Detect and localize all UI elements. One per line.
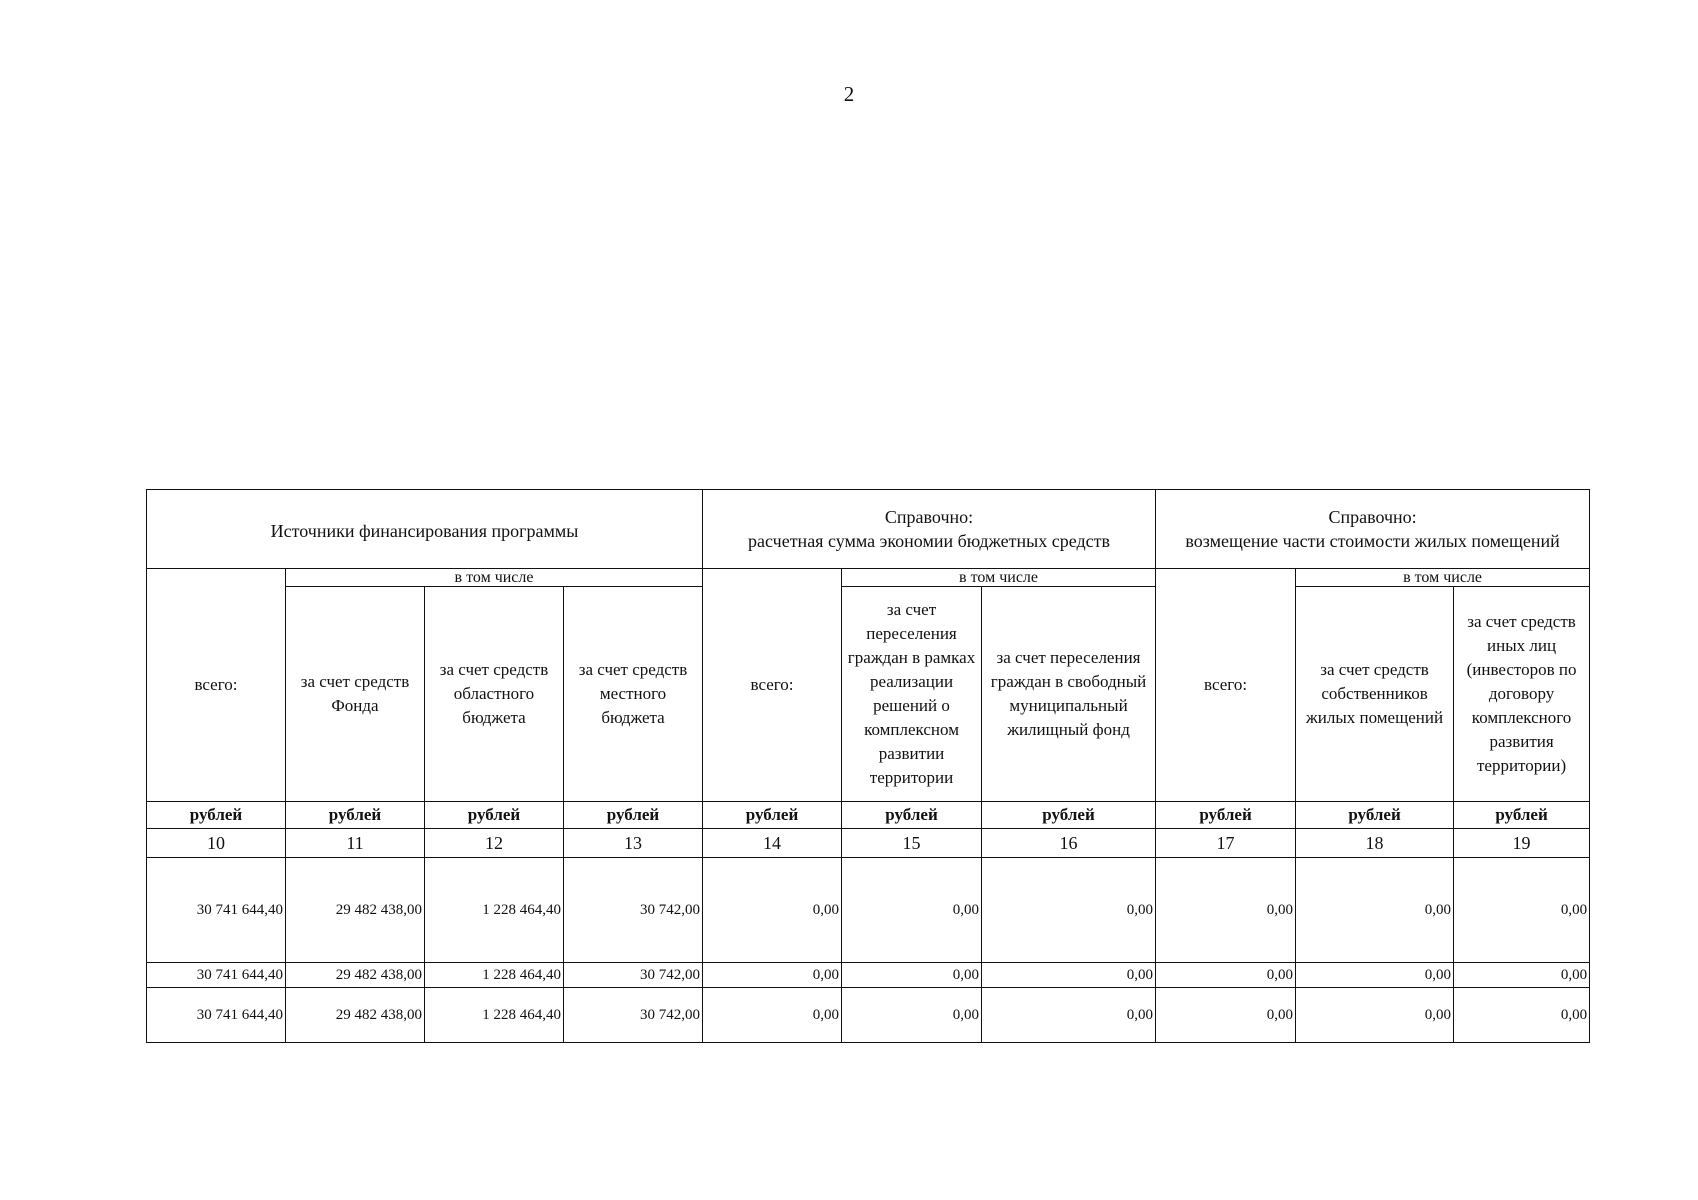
col-11-fund: за счет средств Фонда [286,587,425,802]
table-cell: 1 228 464,40 [425,988,564,1043]
table-cell: 0,00 [842,963,982,988]
table-cell: 0,00 [1296,858,1454,963]
unit-cell: рублей [286,802,425,829]
col-15-integrated-development: за счет переселения граждан в рамках реализации решений о комплексном развитии территории [842,587,982,802]
table-cell: 0,00 [982,963,1156,988]
unit-cell: рублей [1296,802,1454,829]
table-cell: 30 742,00 [564,988,703,1043]
unit-cell: рублей [1454,802,1590,829]
unit-cell: рублей [842,802,982,829]
table-row [147,963,1590,988]
table-cell: 30 741 644,40 [147,858,286,963]
table-cell: 1 228 464,40 [425,963,564,988]
unit-cell: рублей [703,802,842,829]
unit-cell: рублей [147,802,286,829]
table-cell: 30 741 644,40 [147,963,286,988]
table-cell: 0,00 [1296,988,1454,1043]
unit-cell: рублей [1156,802,1296,829]
col-18-owners: за счет средств собственников жилых помещений [1296,587,1454,802]
table-cell: 29 482 438,00 [286,858,425,963]
table-cell: 0,00 [1156,963,1296,988]
table-cell: 30 741 644,40 [147,988,286,1043]
including-label-compensation: в том числе [1296,569,1590,587]
including-label-sources: в том числе [286,569,703,587]
column-number: 13 [564,829,703,858]
col-19-other-persons: за счет средств иных лиц (инвесторов по договору комплексного развития территории) [1454,587,1590,802]
table-cell: 0,00 [842,988,982,1043]
table-cell: 0,00 [1156,858,1296,963]
table-cell: 0,00 [703,988,842,1043]
table-cell: 0,00 [1296,963,1454,988]
col-10-total: всего: [147,569,286,802]
table-cell: 30 742,00 [564,858,703,963]
table-cell: 30 742,00 [564,963,703,988]
column-number: 12 [425,829,564,858]
column-number: 15 [842,829,982,858]
group-header-savings-line2: расчетная сумма экономии бюджетных средств [748,531,1111,551]
group-header-compensation [1156,490,1590,569]
column-number: 11 [286,829,425,858]
table-cell: 0,00 [703,858,842,963]
col-17-total: всего: [1156,569,1296,802]
column-number: 18 [1296,829,1454,858]
group-header-compensation-line2: возмещение части стоимости жилых помещений [1185,531,1560,551]
column-number: 17 [1156,829,1296,858]
table-cell: 0,00 [982,858,1156,963]
table-cell: 0,00 [1454,988,1590,1043]
table-row [147,988,1590,1043]
col-13-local-budget: за счет средств местного бюджета [564,587,703,802]
col-16-free-municipal-fund: за счет переселения граждан в свободный муниципальный жилищный фонд [982,587,1156,802]
column-number: 10 [147,829,286,858]
column-number: 14 [703,829,842,858]
unit-cell: рублей [564,802,703,829]
table-cell: 0,00 [1454,858,1590,963]
table-cell: 29 482 438,00 [286,963,425,988]
units-row [147,802,1590,829]
unit-cell: рублей [982,802,1156,829]
group-header-savings-line1: Справочно: [884,507,974,527]
group-header-compensation-line1: Справочно: [1328,507,1417,527]
col-12-regional-budget: за счет средств областного бюджета [425,587,564,802]
table-cell: 0,00 [1454,963,1590,988]
unit-cell: рублей [425,802,564,829]
table-row [147,858,1590,963]
table-cell: 0,00 [842,858,982,963]
table-cell: 0,00 [982,988,1156,1043]
table-cell: 1 228 464,40 [425,858,564,963]
table-cell: 0,00 [1156,988,1296,1043]
column-number: 16 [982,829,1156,858]
col-14-total: всего: [703,569,842,802]
group-header-sources: Источники финансирования программы [147,490,703,569]
including-label-savings: в том числе [842,569,1156,587]
financing-table [146,489,1590,1043]
column-number: 19 [1454,829,1590,858]
page-number: 2 [843,82,855,106]
column-number-row [147,829,1590,858]
group-header-savings [703,490,1156,569]
table-cell: 29 482 438,00 [286,988,425,1043]
table-cell: 0,00 [703,963,842,988]
